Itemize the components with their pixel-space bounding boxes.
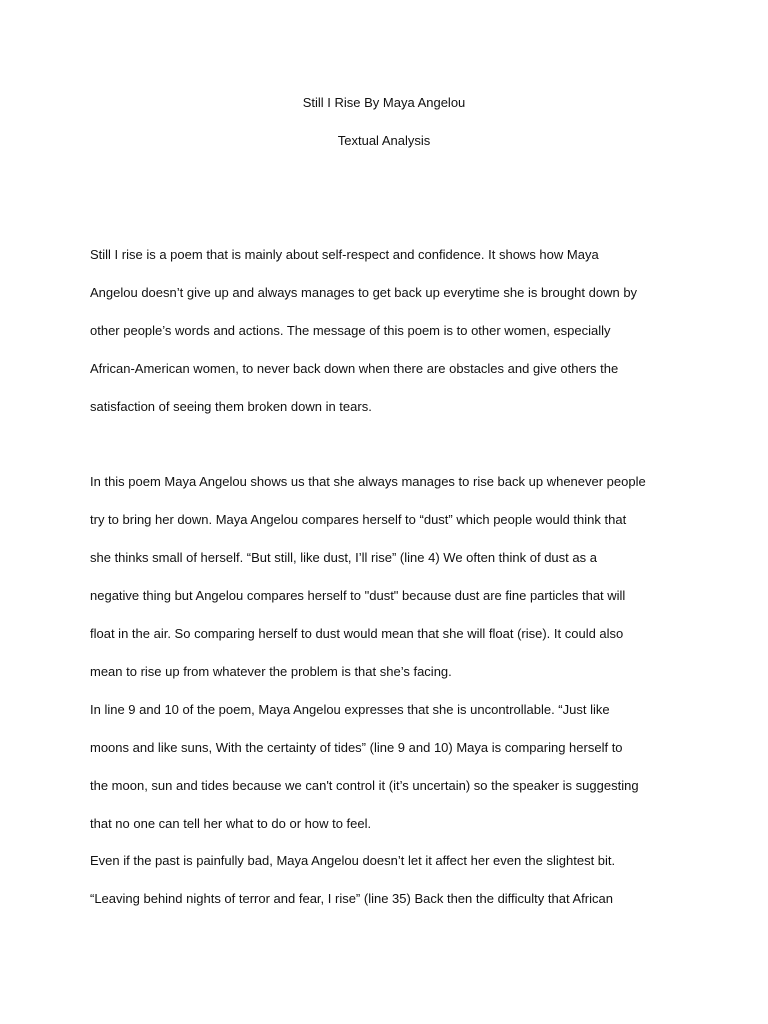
text-line: “Leaving behind nights of terror and fear, I rise” (line 35) Back then the difficulty that African xyxy=(90,891,613,906)
text-line: float in the air. So comparing herself to dust would mean that she will float (rise). It could also xyxy=(90,626,624,641)
document-title: Still I Rise By Maya Angelou xyxy=(302,95,466,110)
text-line: mean to rise up from whatever the problem is that she’s facing. xyxy=(90,664,452,679)
text-line: Still I rise is a poem that is mainly about self-respect and confidence. It shows how Maya xyxy=(90,247,599,262)
text-line: Angelou doesn’t give up and always manages to get back up everytime she is brought down by xyxy=(90,285,638,300)
text-line: that no one can tell her what to do or how to feel. xyxy=(90,816,372,831)
text-line: the moon, sun and tides because we can't control it (it’s uncertain) so the speaker is suggesting xyxy=(90,778,639,793)
text-line: try to bring her down. Maya Angelou compares herself to “dust” which people would think that xyxy=(90,512,627,527)
text-line: Even if the past is painfully bad, Maya Angelou doesn’t let it affect her even the slightest bit. xyxy=(90,853,616,868)
document-subtitle: Textual Analysis xyxy=(337,133,431,148)
text-line: African-American women, to never back down when there are obstacles and give others the xyxy=(90,361,619,376)
text-line: In this poem Maya Angelou shows us that she always manages to rise back up whenever people xyxy=(90,474,646,489)
text-line: she thinks small of herself. “But still, like dust, I’ll rise” (line 4) We often think of dust as a xyxy=(90,550,597,565)
text-line: In line 9 and 10 of the poem, Maya Angelou expresses that she is uncontrollable. “Just like xyxy=(90,702,610,717)
text-line: satisfaction of seeing them broken down in tears. xyxy=(90,399,372,414)
text-line: moons and like suns, With the certainty of tides” (line 9 and 10) Maya is comparing herself to xyxy=(90,740,623,755)
text-line: negative thing but Angelou compares herself to "dust" because dust are fine particles that will xyxy=(90,588,626,603)
text-line: other people’s words and actions. The message of this poem is to other women, especially xyxy=(90,323,611,338)
